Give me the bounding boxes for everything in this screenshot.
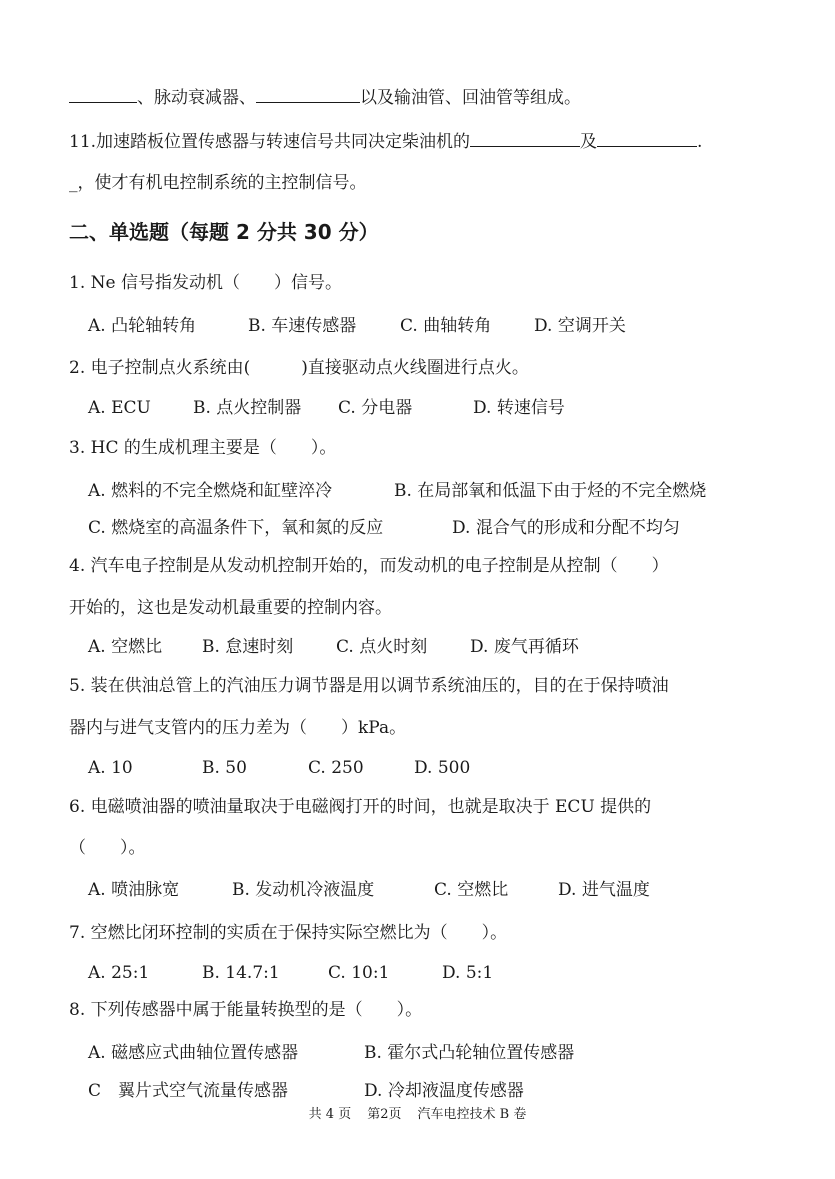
option-b: B. 50 xyxy=(202,758,247,778)
footer-total-pages: 共 4 页 xyxy=(308,1107,352,1122)
option-d: D. 进气温度 xyxy=(558,880,650,900)
footer-exam-title: 汽车电控技术 B 卷 xyxy=(417,1107,527,1122)
page-footer xyxy=(0,1106,835,1124)
answer-blank xyxy=(69,84,137,103)
option-b: B. 点火控制器 xyxy=(193,398,302,418)
option-b: B. 在局部氧和低温下由于烃的不完全燃烧 xyxy=(394,481,707,501)
question-options xyxy=(88,635,579,659)
q10-part2: 以及输油管、回油管等组成。 xyxy=(360,88,581,108)
option-c: C. 点火时刻 xyxy=(336,637,428,657)
question-options xyxy=(88,756,470,780)
option-b: B. 14.7:1 xyxy=(202,963,280,983)
option-d: D. 废气再循环 xyxy=(470,637,579,657)
option-c: C. 分电器 xyxy=(338,398,413,418)
q11-text: 11.加速踏板位置传感器与转速信号共同决定柴油机的 xyxy=(69,132,471,152)
q11-cont: _，使才有机电控制系统的主控制信号。 xyxy=(69,173,367,193)
question-stem-continued: 开始的，这也是发动机最重要的控制内容。 xyxy=(69,598,392,618)
answer-blank xyxy=(597,128,697,147)
question-stem-continued: （ ）。 xyxy=(69,838,146,858)
question-options xyxy=(88,516,680,540)
q11-mid: 及 xyxy=(580,132,598,152)
option-d: D. 500 xyxy=(414,758,471,778)
option-a: A. 10 xyxy=(88,758,133,778)
answer-blank xyxy=(470,128,580,147)
q10-part1: 、脉动衰减器、 xyxy=(137,88,256,108)
option-d: D. 5:1 xyxy=(442,963,494,983)
question-stem: 4. 汽车电子控制是从发动机控制开始的，而发动机的电子控制是从控制（ ） xyxy=(69,556,669,576)
option-a: A. 25:1 xyxy=(88,963,150,983)
question-options xyxy=(88,396,565,420)
question-stem: 2. 电子控制点火系统由( )直接驱动点火线圈进行点火。 xyxy=(69,358,529,378)
option-d: D. 冷却液温度传感器 xyxy=(364,1081,524,1101)
option-d: D. 混合气的形成和分配不均匀 xyxy=(452,518,680,538)
option-a: A. 磁感应式曲轴位置传感器 xyxy=(88,1043,299,1063)
question-options xyxy=(88,878,650,902)
option-c: C. 燃烧室的高温条件下，氧和氮的反应 xyxy=(88,518,384,538)
answer-blank xyxy=(256,84,360,103)
q10-tail-line xyxy=(69,84,581,110)
option-c: C 翼片式空气流量传感器 xyxy=(88,1081,289,1101)
option-c: C. 250 xyxy=(308,758,364,778)
section-heading-single-choice: 二、单选题（每题 2 分共 30 分） xyxy=(69,220,379,244)
question-stem: 3. HC 的生成机理主要是（ ）。 xyxy=(69,438,337,458)
option-c: C. 曲轴转角 xyxy=(400,316,492,336)
option-b: B. 发动机冷液温度 xyxy=(232,880,375,900)
question-stem-continued: 器内与进气支管内的压力差为（ ）kPa。 xyxy=(69,718,407,738)
option-a: A. 凸轮轴转角 xyxy=(88,316,197,336)
question-options xyxy=(88,961,493,985)
q11-continuation xyxy=(69,171,367,195)
question-stem: 7. 空燃比闭环控制的实质在于保持实际空燃比为（ ）。 xyxy=(69,923,508,943)
option-b: B. 霍尔式凸轮轴位置传感器 xyxy=(364,1043,575,1063)
option-a: A. 燃料的不完全燃烧和缸壁淬冷 xyxy=(88,481,333,501)
option-c: C. 空燃比 xyxy=(434,880,509,900)
question-options xyxy=(88,314,626,338)
option-a: A. ECU xyxy=(88,398,151,418)
option-d: D. 空调开关 xyxy=(534,316,626,336)
question-stem: 1. Ne 信号指发动机（ ）信号。 xyxy=(69,273,342,293)
option-d: D. 转速信号 xyxy=(473,398,565,418)
question-options xyxy=(88,479,706,503)
q11-line xyxy=(69,128,702,154)
q11-dot: . xyxy=(697,132,703,152)
option-c: C. 10:1 xyxy=(328,963,390,983)
option-a: A. 空燃比 xyxy=(88,637,163,657)
question-stem: 5. 装在供油总管上的汽油压力调节器是用以调节系统油压的，目的在于保持喷油 xyxy=(69,676,669,696)
option-b: B. 车速传感器 xyxy=(248,316,357,336)
question-stem: 6. 电磁喷油器的喷油量取决于电磁阀打开的时间，也就是取决于 ECU 提供的 xyxy=(69,797,652,817)
option-a: A. 喷油脉宽 xyxy=(88,880,180,900)
question-stem: 8. 下列传感器中属于能量转换型的是（ ）。 xyxy=(69,1000,423,1020)
footer-page-number: 第2页 xyxy=(367,1107,402,1122)
option-b: B. 怠速时刻 xyxy=(202,637,294,657)
question-options xyxy=(88,1079,524,1103)
question-options xyxy=(88,1041,574,1065)
